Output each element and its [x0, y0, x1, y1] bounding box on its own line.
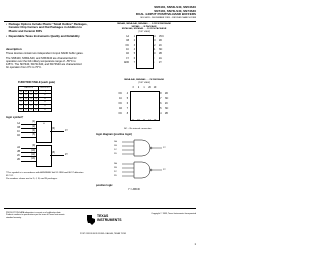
diagram-label: 2Y: [163, 168, 166, 171]
footer-rule: [4, 208, 196, 209]
symbol-footnote-2: Pin numbers shown are for D, J, N, and W packages.: [6, 178, 58, 180]
input-label: 1D: [17, 135, 20, 138]
left-pin-name: NC: [118, 93, 122, 95]
table-cell: X: [20, 104, 22, 107]
pin-number: 10: [153, 53, 156, 56]
input-pin-number: (12): [30, 153, 35, 156]
pin-number: 11: [153, 48, 156, 51]
table-cell: X: [35, 101, 37, 104]
column-header: Y: [39, 90, 52, 94]
input-label: 2A: [17, 146, 20, 149]
diagram-label: 2B: [114, 166, 117, 169]
right-pin-name: NC: [165, 108, 169, 110]
table-cell: L: [25, 101, 27, 104]
table-cell: X: [25, 97, 27, 100]
document-title: DUAL 4-INPUT POSITIVE-NAND BUFFERS: [135, 12, 196, 17]
pkg1-view: (TOP VIEW): [137, 31, 151, 33]
logic-symbol: [10, 121, 82, 169]
pin-number: 2: [133, 40, 135, 43]
diagram-label: 1Y: [163, 146, 166, 149]
fk-body: [130, 91, 160, 121]
logic-box-gate-2: [36, 145, 52, 167]
diagram-label: 1A: [114, 140, 117, 143]
input-pin-number: (2): [32, 125, 35, 128]
input-pin-number: (5): [32, 134, 35, 136]
input-label: 1A: [17, 122, 20, 125]
input-pin-number: (13): [30, 158, 35, 160]
diagram-label: 2C: [114, 170, 117, 173]
right-pin-name: 2D: [165, 93, 168, 95]
bottom-pin-number: 13: [153, 120, 157, 122]
table-cell: H: [39, 97, 52, 101]
left-pin-name: NC: [118, 103, 122, 105]
output-label: 1Y: [65, 129, 68, 132]
column-header: B: [25, 90, 27, 93]
feature-item: [6, 23, 88, 33]
description-paragraph-1: These devices contain two independent 4-input NAND buffer gates.: [6, 52, 84, 55]
input-pin-number: (4): [32, 129, 35, 132]
diagram-label: 1B: [114, 144, 117, 147]
nand-gate-body: [134, 162, 150, 178]
diagram-label: 2A: [114, 162, 117, 165]
function-table-title: FUNCTION TABLE (each gate): [18, 81, 55, 84]
input-label: 2C: [17, 155, 20, 158]
diagram-label: 1D: [114, 152, 117, 155]
pin-name: GND: [123, 61, 129, 64]
symbol-footnote-1: †This symbol is in accordance with ANSI/IEEE Std 91-1984 and IEC Publication 617-12.: [6, 172, 84, 177]
pin-number: 9: [153, 57, 155, 60]
output-pin-number: (6): [52, 128, 55, 131]
pkg2-title: SN54LS40, SN54S40 . . . FK PACKAGE: [124, 79, 164, 81]
table-cell: X: [25, 108, 27, 111]
top-pin-number: 1: [143, 87, 145, 89]
table-cell: H: [39, 104, 52, 108]
part-numbers-line-1: SN5440, SN54LS40, SN54S40: [154, 5, 196, 9]
pin-number: 7: [133, 61, 135, 64]
company-name-line-1: TEXAS: [97, 214, 109, 218]
part-numbers-line-2: SN7440, SN74LS40, SN74S40: [154, 8, 196, 13]
pkg1-title-2: SN7440 . . . N PACKAGE: [131, 25, 157, 28]
table-cell: H: [39, 108, 52, 112]
table-cell: X: [35, 97, 37, 100]
output-header: OUTPUT: [40, 87, 50, 89]
pin-number: 13: [153, 40, 156, 43]
table-cell: H: [30, 94, 32, 97]
column-header: C: [30, 90, 32, 93]
logic-diagram: [112, 138, 172, 182]
table-cell: L: [39, 94, 52, 98]
pin-number: 1: [133, 36, 135, 38]
diagram-label: 2D: [114, 174, 117, 177]
pin-number: 3: [133, 44, 135, 47]
table-cell: X: [35, 104, 37, 107]
left-pin-number: 8: [126, 113, 128, 115]
right-pin-number: 18: [159, 93, 162, 95]
positive-logic-equation: [128, 188, 140, 191]
logic-box-gate-1: [36, 121, 52, 143]
positive-logic-title: positive logic: [96, 184, 113, 187]
right-pin-number: 15: [159, 108, 162, 110]
top-pin-number: 2: [137, 87, 140, 89]
input-label: 2B: [17, 150, 20, 153]
pin-number: 6: [133, 57, 135, 60]
feature-text: Package Options Include Plastic "Small Outline" Packages, Ceramic Chip Carriers and Flat Packages in Addition to Plastic and Ceramic DIPs: [8, 22, 88, 33]
pin-name: 1D: [126, 53, 129, 56]
top-pin-number: 19: [153, 87, 157, 89]
pkg1-title-1: SN5440, SN54LS40, SN54S40 . . . J OR W PACKAGE: [117, 23, 171, 25]
left-pin-number: 6: [126, 103, 128, 105]
top-pin-number: 3: [132, 87, 134, 89]
table-cell: H: [35, 94, 37, 97]
table-cell: X: [20, 108, 22, 111]
table-cell: H: [39, 101, 52, 105]
left-pin-name: 1D: [119, 108, 122, 110]
dip-package: [118, 35, 170, 69]
pkg2-view: (TOP VIEW): [137, 82, 151, 84]
pin-name: 1B: [126, 40, 129, 43]
table-cell: X: [30, 108, 32, 111]
pin-number: 12: [153, 44, 156, 47]
nand-gate-body: [134, 140, 150, 156]
left-pin-name: NC: [118, 113, 122, 115]
right-pin-number: 14: [159, 113, 162, 115]
input-label: 1C: [17, 131, 20, 134]
feature-text: Dependable Texas Instruments Quality and Reliability: [8, 34, 80, 39]
pin-name: 2Y: [159, 61, 162, 64]
pin-number: 8: [153, 61, 155, 64]
right-pin-name: 2C: [165, 103, 168, 105]
features-list: [6, 23, 88, 39]
pin-name: NC: [159, 48, 163, 51]
pkg1-title-3: SN74LS40, SN74S40 . . . D OR N PACKAGE: [121, 28, 167, 31]
nand-gates-drawing: [112, 138, 172, 182]
function-table: [18, 86, 52, 112]
page-number: 1: [194, 243, 196, 246]
pin-name: 2B: [159, 53, 162, 56]
table-cell: X: [20, 101, 22, 104]
pin-number: 4: [133, 48, 135, 51]
pin-number: 5: [133, 53, 135, 56]
pin-name: 2A: [159, 57, 162, 60]
bottom-pin-number: 11: [142, 120, 146, 122]
input-label: 1B: [17, 126, 20, 129]
left-pin-number: 4: [126, 93, 128, 95]
inversion-bubble: [150, 169, 152, 171]
logic-diagram-title: logic diagram (positive logic): [96, 133, 132, 136]
table-cell: L: [35, 108, 37, 111]
right-pin-number: 16: [159, 103, 162, 105]
revision-line: SDLS093 – DECEMBER 1983 – REVISED MARCH 1988: [140, 17, 196, 20]
input-label: 2D: [17, 159, 20, 162]
pin-name: 1C: [126, 48, 129, 51]
address: POST OFFICE BOX 655303 • DALLAS, TEXAS 75265: [80, 233, 126, 235]
pin-name: 2C: [159, 44, 162, 47]
logic-symbol-title: logic symbol†: [6, 116, 24, 119]
bottom-pin-number: 10: [137, 120, 140, 122]
pin-name: NC: [125, 44, 129, 47]
pin-name: 1A: [126, 36, 129, 38]
inversion-bubble: [150, 147, 152, 149]
pin-name: VCC: [159, 36, 164, 38]
bullet-icon: •: [6, 22, 8, 26]
nc-note: NC – No internal connection: [124, 128, 152, 130]
ti-logo: [86, 214, 120, 230]
left-pin-number: 5: [126, 98, 128, 100]
left-pin-number: 7: [126, 108, 128, 110]
bottom-pin-number: 12: [148, 120, 151, 122]
table-cell: L: [30, 104, 32, 107]
and-symbol: &: [43, 123, 45, 125]
left-pin-name: 1C: [119, 98, 122, 100]
production-data-note: PRODUCTION DATA information is current as of publication date. Products conform to specifications per the terms of Texas Instruments standard warranty.: [6, 212, 65, 219]
inputs-header: INPUTS: [19, 87, 39, 91]
bullet-icon: •: [6, 34, 8, 39]
table-cell: L: [20, 97, 22, 100]
company-name-line-2: INSTRUMENTS: [97, 218, 122, 222]
bottom-pin-number: 9: [132, 120, 134, 122]
table-row: [19, 108, 52, 112]
input-pin-number: (1): [32, 121, 35, 124]
output-label: 2Y: [65, 153, 68, 156]
right-pin-name: 2B: [165, 113, 168, 115]
table-cell: H: [20, 94, 22, 97]
diagram-label: 1C: [114, 148, 117, 151]
copyright: Copyright © 1988, Texas Instruments Incorporated: [151, 213, 196, 215]
table-cell: X: [30, 97, 32, 100]
table-cell: H: [25, 94, 27, 97]
equation-text: Y = ABCD: [128, 188, 140, 191]
pin-number: 14: [153, 36, 156, 38]
description-paragraph-2: The SN5440, SN54LS40, and SN54S40 are characterized for operation over the full military temperature range of –55°C to 125°C. The SN7440, SN74LS40, and SN74S40 are characterized for operation from 0°C to 70°C.: [6, 56, 82, 69]
input-pin-number: (9): [32, 145, 35, 148]
table-cell: X: [30, 101, 32, 104]
right-pin-number: 17: [159, 98, 162, 100]
pin-name: 2D: [159, 40, 162, 43]
top-pin-number: 20: [148, 87, 151, 89]
pin-name: 1Y: [126, 57, 129, 60]
feature-item: [6, 35, 88, 38]
texas-state-icon: [86, 214, 96, 226]
dip-body: [136, 35, 154, 69]
input-pin-number: (10): [30, 149, 35, 152]
table-cell: X: [25, 104, 27, 107]
fk-package: [112, 86, 176, 126]
description-section: [6, 48, 84, 69]
output-pin-number: (8): [52, 152, 55, 155]
column-header: A: [20, 90, 22, 93]
column-header: D: [35, 90, 37, 93]
description-heading: description: [6, 47, 22, 51]
right-pin-name: NC: [165, 98, 169, 100]
